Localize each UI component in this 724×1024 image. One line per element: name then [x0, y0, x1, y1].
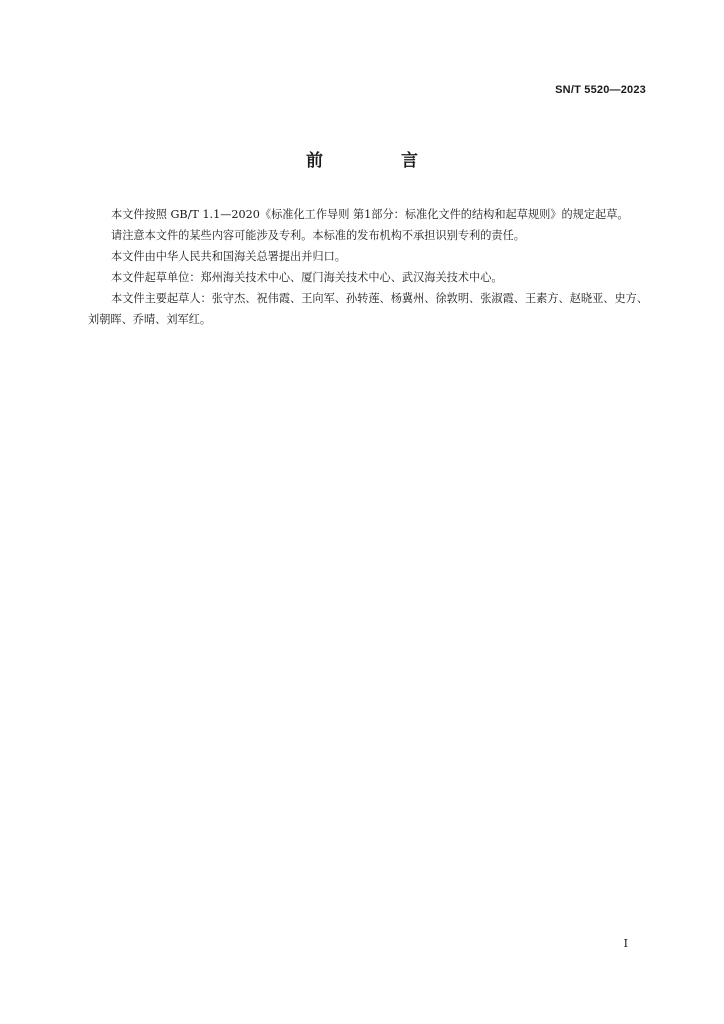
- paragraph-drafting-rules: 本文件按照 GB/T 1.1—2020《标准化工作导则 第1部分：标准化文件的结构和起草规则》的规定起草。: [111, 208, 629, 221]
- paragraph-drafting-units: 本文件起草单位：郑州海关技术中心、厦门海关技术中心、武汉海关技术中心。: [111, 271, 503, 284]
- page-number: I: [623, 937, 628, 950]
- document-body: [88, 204, 648, 330]
- paragraph-patent-notice: 请注意本文件的某些内容可能涉及专利。本标准的发布机构不承担识别专利的责任。: [111, 229, 525, 242]
- paragraph-proposer: 本文件由中华人民共和国海关总署提出并归口。: [111, 250, 346, 263]
- paragraph-drafters: 本文件主要起草人：张守杰、祝伟霞、王向军、孙转莲、杨冀州、徐敦明、张淑霞、王素方、赵晓亚、史方、刘朝晖、乔晴、刘军红。: [88, 292, 649, 326]
- page-title: 前 言: [306, 151, 454, 171]
- standard-code: SN/T 5520—2023: [555, 84, 646, 96]
